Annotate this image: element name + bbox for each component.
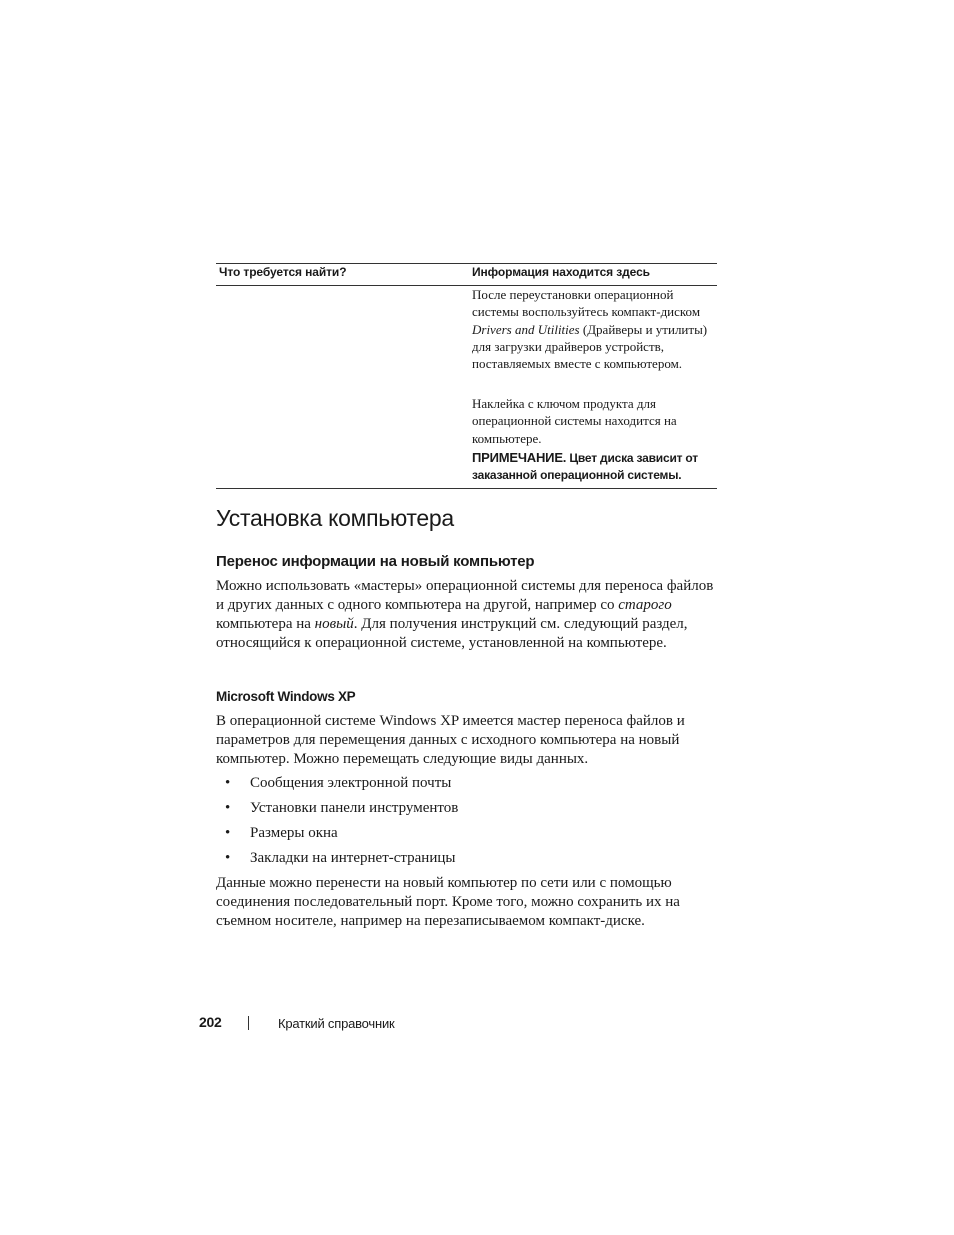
intro-text-1: Можно использовать «мастеры» операционной системы для переноса файлов и других данных с одного компьютера на другой, например со xyxy=(216,578,714,613)
drivers-text-before: После переустановки операционной системы воспользуйтесь компакт-диском xyxy=(472,287,701,320)
table-cell-drivers-paragraph xyxy=(472,286,717,372)
list-item xyxy=(216,799,458,824)
list-item-text: Установки панели инструментов xyxy=(250,800,459,816)
intro-text-2: компьютера на xyxy=(216,616,315,632)
table-bottom-rule xyxy=(216,488,717,489)
page-number: 202 xyxy=(199,1014,222,1030)
table-cell-note xyxy=(472,449,717,484)
footer-title: Краткий справочник xyxy=(278,1016,395,1031)
table-cell-product-key-paragraph: Наклейка с ключом продукта для операционной системы находится на компьютере. xyxy=(472,396,677,446)
table-top-rule xyxy=(216,263,717,264)
list-item xyxy=(216,824,458,849)
intro-italic-old: старого xyxy=(618,597,672,613)
list-item-text: Сообщения электронной почты xyxy=(250,775,452,791)
list-item xyxy=(216,849,458,874)
bullet-icon: • xyxy=(225,775,231,791)
data-types-list xyxy=(216,774,458,874)
list-item xyxy=(216,774,458,799)
bullet-icon: • xyxy=(225,825,231,841)
windows-xp-paragraph: В операционной системе Windows XP имеется мастер переноса файлов и параметров для перемещения данных с исходного компьютера на новый компьютер. Можно перемещать следующие виды данных. xyxy=(216,713,685,767)
list-item-text: Размеры окна xyxy=(250,825,338,841)
windows-xp-heading: Microsoft Windows XP xyxy=(216,689,356,704)
list-item-text: Закладки на интернет-страницы xyxy=(250,850,456,866)
table-header-where: Информация находится здесь xyxy=(472,265,650,279)
drivers-disc-name: Drivers and Utilities xyxy=(472,321,580,337)
intro-paragraph xyxy=(216,577,716,653)
section-title: Установка компьютера xyxy=(216,505,454,531)
transfer-methods-paragraph: Данные можно перенести на новый компьютер по сети или с помощью соединения последовательный порт. Кроме того, можно сохранить их на съемном носителе, например на перезаписываемом компакт-диске. xyxy=(216,875,680,929)
bullet-icon: • xyxy=(225,800,231,816)
note-text: Цвет диска зависит от заказанной операционной системы. xyxy=(472,451,698,482)
note-label: ПРИМЕЧАНИЕ. xyxy=(472,450,567,465)
section-subtitle: Перенос информации на новый компьютер xyxy=(216,553,535,570)
bullet-icon: • xyxy=(225,850,231,866)
drivers-text-after: (Драйверы и утилиты) для загрузки драйверов устройств, поставляемых вместе с компьютером. xyxy=(472,321,708,372)
intro-text-3: . Для получения инструкций см. следующий раздел, относящийся к операционной системе, установленной на компьютере. xyxy=(216,616,688,651)
footer-separator xyxy=(248,1016,249,1030)
intro-italic-new: новый xyxy=(314,616,354,632)
table-header-what: Что требуется найти? xyxy=(219,265,347,279)
